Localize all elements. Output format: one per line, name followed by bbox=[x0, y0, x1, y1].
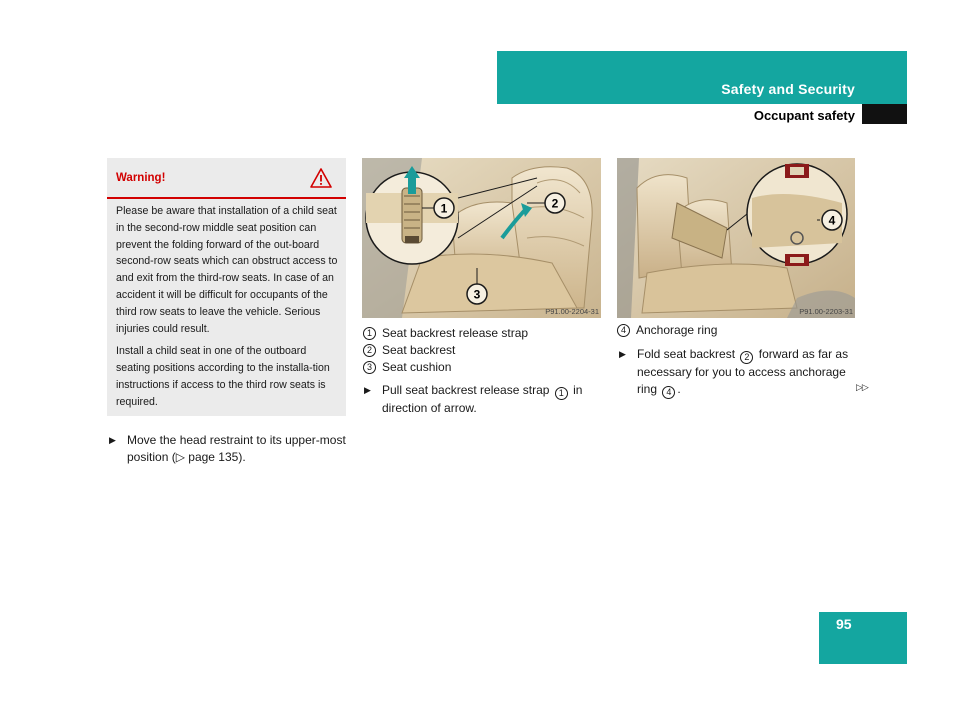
subsection-marker-block bbox=[862, 104, 907, 124]
subsection-header bbox=[497, 104, 907, 124]
callout-3 bbox=[467, 284, 487, 304]
instruction-step bbox=[362, 382, 602, 417]
section-header-band bbox=[497, 51, 907, 104]
legend-item bbox=[617, 322, 717, 339]
bullet-triangle-icon: ▶ bbox=[364, 385, 371, 395]
callout-4 bbox=[822, 210, 842, 230]
callout-number: 4 bbox=[617, 324, 630, 337]
step-text: in direction of arrow. bbox=[382, 383, 583, 415]
legend-label: Seat backrest bbox=[382, 343, 456, 357]
instruction-step bbox=[617, 346, 857, 399]
bullet-triangle-icon: ▶ bbox=[109, 435, 116, 445]
step-text[interactable]: page 135). bbox=[184, 450, 246, 464]
step-text: Move the head restraint to its upper-most position ( bbox=[127, 433, 346, 464]
warning-paragraph: Please be aware that installation of a child seat in the second-row middle seat position can prevent the folding forward of the out-board second-row seats which can obstruct access to and exit from the third-row seats. In case of an accident it will be difficult for occupants of the third row seats to leave the vehicle. Serious injuries could result. bbox=[116, 205, 338, 335]
callout-1 bbox=[434, 198, 454, 218]
seat-release-figure bbox=[362, 158, 601, 318]
svg-text:2: 2 bbox=[551, 196, 559, 211]
callout-number: 2 bbox=[740, 351, 753, 364]
callout-number: 2 bbox=[363, 344, 376, 357]
figure-2-legend bbox=[617, 322, 717, 339]
callout-2 bbox=[545, 193, 565, 213]
instruction-step bbox=[107, 432, 347, 466]
legend-item bbox=[363, 359, 528, 376]
warning-header bbox=[107, 158, 346, 199]
continued-arrow-icon: ▷▷ bbox=[856, 382, 868, 392]
legend-label: Seat backrest release strap bbox=[382, 326, 529, 340]
anchorage-ring-figure bbox=[617, 158, 855, 318]
figure-1-legend bbox=[363, 325, 528, 376]
legend-label: Seat cushion bbox=[382, 360, 452, 374]
page-number: 95 bbox=[836, 616, 852, 632]
svg-text:1: 1 bbox=[440, 201, 448, 216]
page-number-block bbox=[819, 612, 907, 664]
callout-number: 1 bbox=[363, 327, 376, 340]
callout-number: 3 bbox=[363, 361, 376, 374]
page-ref-arrow-icon: ▷ bbox=[175, 450, 185, 464]
figure-code: P91.00-2204-31 bbox=[545, 307, 599, 316]
section-title: Safety and Security bbox=[721, 81, 855, 97]
warning-triangle-icon bbox=[310, 168, 332, 188]
legend-label: Anchorage ring bbox=[636, 323, 718, 337]
svg-text:4: 4 bbox=[828, 213, 836, 228]
step-text: forward as far as necessary for you to access anchorage ring bbox=[637, 347, 849, 396]
legend-item bbox=[363, 325, 528, 342]
step-text: . bbox=[677, 382, 681, 396]
warning-paragraph: Install a child seat in one of the outboard seating positions according to the installa-tion instructions if access to the third row seats is required. bbox=[116, 345, 330, 408]
bullet-triangle-icon: ▶ bbox=[619, 349, 626, 359]
seat-illustration bbox=[617, 158, 855, 318]
legend-item bbox=[363, 342, 528, 359]
step-text: Fold seat backrest bbox=[637, 347, 736, 361]
seat-illustration bbox=[362, 158, 601, 318]
callout-number: 4 bbox=[662, 386, 675, 399]
warning-body bbox=[107, 199, 346, 411]
step-text: Pull seat backrest release strap bbox=[382, 383, 550, 397]
svg-text:3: 3 bbox=[473, 287, 481, 302]
figure-code: P91.00-2203-31 bbox=[799, 307, 853, 316]
warning-box bbox=[107, 158, 346, 416]
subsection-title: Occupant safety bbox=[753, 108, 855, 123]
warning-label: Warning! bbox=[116, 172, 166, 184]
callout-number: 1 bbox=[555, 387, 568, 400]
